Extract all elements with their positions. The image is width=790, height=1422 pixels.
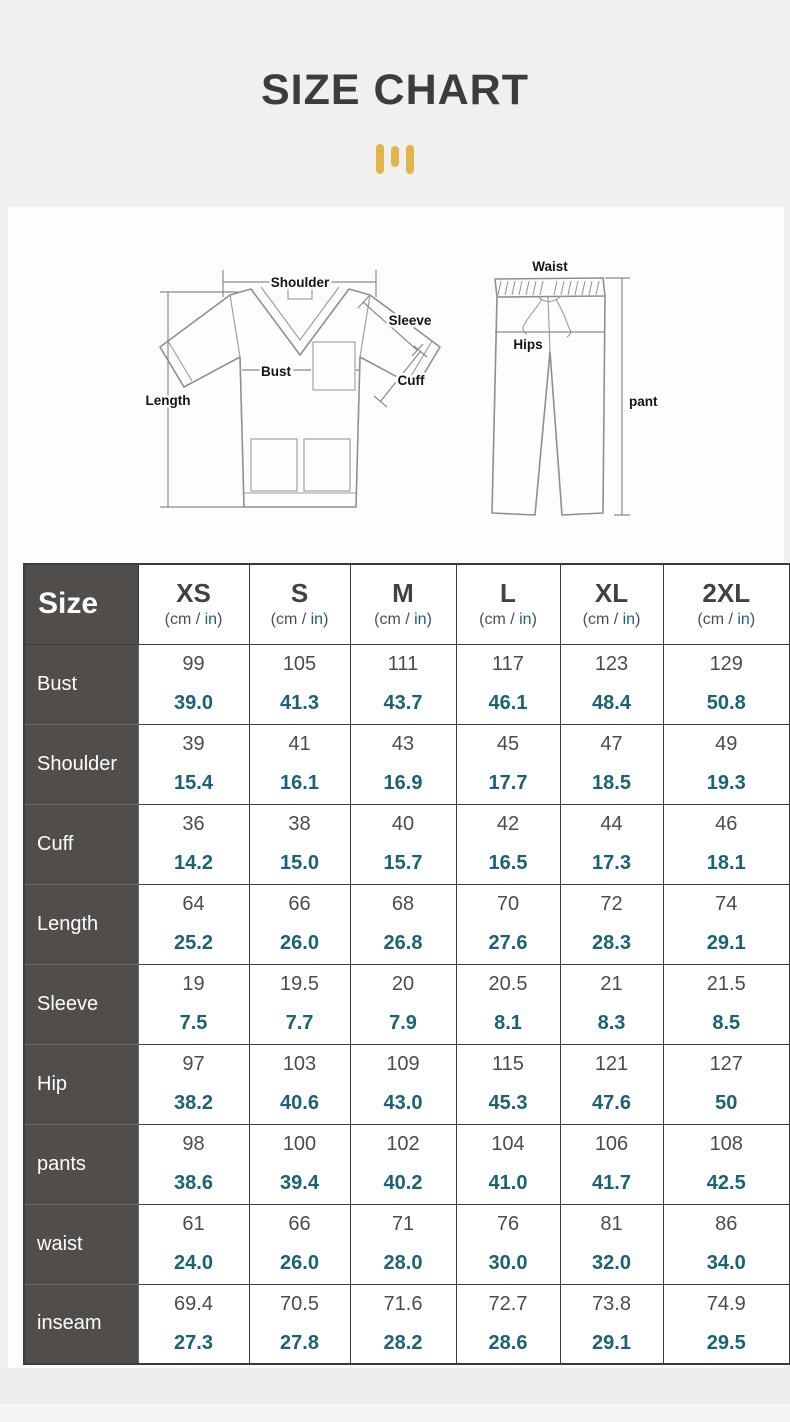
cm-value: 74	[715, 893, 738, 915]
cell-bust-m	[350, 644, 456, 724]
cell-sleeve-xl	[560, 964, 663, 1044]
inch-value: 43.0	[383, 1092, 423, 1114]
cm-value: 121	[594, 1053, 629, 1075]
size-label: S	[290, 578, 309, 609]
cell-shoulder-l	[456, 724, 560, 804]
row-label-bust: Bust	[24, 644, 138, 724]
inch-value: 28.0	[383, 1252, 423, 1274]
cm-value: 36	[182, 813, 205, 835]
cell-bust-l	[456, 644, 560, 724]
inch-value: 41.0	[488, 1172, 528, 1194]
inch-value: 43.7	[383, 692, 423, 714]
unit-label	[351, 611, 456, 629]
inch-value: 39.4	[280, 1172, 319, 1194]
cell-pants-xl	[560, 1124, 663, 1204]
cell-shoulder-xs	[138, 724, 249, 804]
cell-bust-xs	[138, 644, 249, 724]
inch-value: 27.8	[280, 1331, 319, 1354]
inch-value: 26.0	[280, 932, 319, 954]
inch-value: 15.0	[280, 852, 319, 874]
accent-bar-icon	[391, 146, 399, 167]
footer-strip	[0, 1368, 790, 1404]
inch-value: 29.1	[592, 1331, 631, 1354]
cm-value: 97	[182, 1053, 205, 1075]
row-label-sleeve: Sleeve	[24, 964, 138, 1044]
cm-value: 86	[715, 1213, 738, 1235]
size-table-header-row	[24, 564, 790, 644]
label-sleeve: Sleeve	[388, 313, 432, 328]
inch-value: 29.1	[706, 932, 746, 954]
inch-value: 17.7	[488, 772, 528, 794]
cell-pants-l	[456, 1124, 560, 1204]
label-waist: Waist	[532, 259, 568, 274]
table-row	[24, 804, 790, 884]
inch-value: 7.9	[389, 1012, 417, 1034]
cm-value: 20	[391, 973, 415, 995]
size-label: M	[392, 578, 414, 609]
cell-cuff-xl	[560, 804, 663, 884]
cm-value: 40	[391, 813, 415, 835]
inch-value: 19.3	[706, 772, 746, 794]
cell-length-l	[456, 884, 560, 964]
inch-value: 16.9	[383, 772, 423, 794]
inch-value: 16.5	[488, 852, 528, 874]
accent-bar-icon	[376, 144, 384, 174]
cell-hip-s	[249, 1044, 350, 1124]
cm-value: 66	[288, 1213, 311, 1235]
cell-cuff-s	[249, 804, 350, 884]
cm-value: 105	[282, 653, 317, 675]
inch-value: 40.2	[383, 1172, 423, 1194]
cell-sleeve-s	[249, 964, 350, 1044]
size-label: L	[500, 578, 516, 609]
cm-value: 106	[594, 1133, 629, 1155]
inch-value: 47.6	[592, 1092, 631, 1114]
inch-value: 50.8	[706, 692, 746, 714]
inch-value: 30.0	[488, 1252, 528, 1274]
unit-part: (cm /	[697, 611, 738, 629]
inch-value: 7.7	[285, 1012, 314, 1034]
unit-label	[664, 611, 790, 629]
cm-value: 64	[182, 893, 205, 915]
inch-value: 50	[715, 1092, 738, 1114]
inch-value: 32.0	[592, 1252, 631, 1274]
unit-part: )	[217, 611, 223, 629]
cell-hip-l	[456, 1044, 560, 1124]
cm-value: 109	[386, 1053, 420, 1075]
cell-pants-m	[350, 1124, 456, 1204]
row-label-hip: Hip	[24, 1044, 138, 1124]
cell-length-xs	[138, 884, 249, 964]
cm-value: 47	[600, 733, 623, 755]
inch-value: 27.6	[488, 932, 528, 954]
size-label: XL	[594, 578, 629, 609]
inch-value: 17.3	[592, 852, 631, 874]
cell-waist-2xl	[663, 1204, 790, 1284]
table-row	[24, 1284, 790, 1364]
inch-value: 38.2	[174, 1092, 213, 1114]
cm-value: 70.5	[280, 1292, 319, 1315]
cell-length-m	[350, 884, 456, 964]
cm-value: 71.6	[383, 1292, 423, 1315]
inch-value: 25.2	[174, 932, 213, 954]
cell-shoulder-s	[249, 724, 350, 804]
cell-length-2xl	[663, 884, 790, 964]
label-pant: pant	[629, 394, 658, 409]
unit-part: )	[531, 611, 537, 629]
measurement-diagram	[8, 207, 784, 552]
unit-part: )	[323, 611, 329, 629]
unit-label	[457, 611, 560, 629]
cm-value: 44	[600, 813, 623, 835]
cell-waist-m	[350, 1204, 456, 1284]
unit-part: (cm /	[374, 611, 415, 629]
cell-hip-xl	[560, 1044, 663, 1124]
cm-value: 72	[600, 893, 623, 915]
inch-value: 14.2	[174, 852, 213, 874]
table-row	[24, 1044, 790, 1124]
inch-value: 7.5	[179, 1012, 208, 1034]
table-row	[24, 964, 790, 1044]
scrub-top-diagram	[146, 270, 441, 507]
unit-part: )	[635, 611, 641, 629]
column-header-xs	[138, 564, 249, 644]
cm-value: 49	[715, 733, 738, 755]
cm-value: 117	[492, 653, 524, 675]
column-header-m	[350, 564, 456, 644]
cell-pants-xs	[138, 1124, 249, 1204]
cell-waist-s	[249, 1204, 350, 1284]
cm-value: 103	[282, 1053, 317, 1075]
unit-part: (cm /	[479, 611, 520, 629]
cell-inseam-m	[350, 1284, 456, 1364]
unit-part: )	[749, 611, 756, 629]
inch-value: 15.4	[174, 772, 213, 794]
column-header-s	[249, 564, 350, 644]
column-header-l	[456, 564, 560, 644]
cm-value: 70	[496, 893, 520, 915]
cm-value: 21.5	[706, 973, 746, 995]
cm-value: 72.7	[488, 1292, 528, 1315]
inch-value: 41.7	[592, 1172, 631, 1194]
unit-label	[561, 611, 663, 629]
table-row	[24, 884, 790, 964]
unit-part: )	[426, 611, 432, 629]
cell-inseam-s	[249, 1284, 350, 1364]
cm-value: 81	[600, 1213, 623, 1235]
cell-sleeve-l	[456, 964, 560, 1044]
inch-value: 8.3	[597, 1012, 626, 1034]
label-hips: Hips	[513, 337, 543, 352]
cell-inseam-xs	[138, 1284, 249, 1364]
cm-value: 61	[182, 1213, 205, 1235]
label-cuff: Cuff	[397, 373, 425, 388]
inch-value: 39.0	[174, 692, 213, 714]
cell-shoulder-2xl	[663, 724, 790, 804]
cm-value: 100	[282, 1133, 317, 1155]
label-shoulder: Shoulder	[270, 275, 330, 290]
cm-value: 39	[182, 733, 205, 755]
unit-part: (cm /	[582, 611, 623, 629]
unit-part: in	[204, 611, 218, 629]
unit-label	[250, 611, 350, 629]
pants-diagram	[492, 259, 658, 515]
cm-value: 46	[715, 813, 738, 835]
size-table	[23, 563, 790, 1365]
cm-value: 76	[496, 1213, 520, 1235]
unit-part: in	[414, 611, 427, 629]
inch-value: 26.0	[280, 1252, 319, 1274]
inch-value: 38.6	[174, 1172, 213, 1194]
cm-value: 104	[491, 1133, 525, 1155]
inch-value: 15.7	[383, 852, 423, 874]
page-title: SIZE CHART	[261, 66, 529, 114]
size-label: XS	[176, 578, 211, 609]
cell-hip-xs	[138, 1044, 249, 1124]
row-label-shoulder: Shoulder	[24, 724, 138, 804]
cm-value: 43	[391, 733, 415, 755]
cell-inseam-l	[456, 1284, 560, 1364]
cell-inseam-xl	[560, 1284, 663, 1364]
cm-value: 108	[709, 1133, 743, 1155]
row-label-length: Length	[24, 884, 138, 964]
inch-value: 46.1	[488, 692, 528, 714]
cm-value: 98	[182, 1133, 205, 1155]
table-row	[24, 724, 790, 804]
size-label: 2XL	[702, 578, 751, 609]
cm-value: 74.9	[706, 1292, 746, 1315]
unit-part: in	[310, 611, 324, 629]
inch-value: 18.5	[592, 772, 631, 794]
cm-value: 19.5	[280, 973, 319, 995]
inch-value: 42.5	[706, 1172, 746, 1194]
cm-value: 111	[387, 653, 419, 675]
inch-value: 27.3	[174, 1331, 213, 1354]
inch-value: 18.1	[706, 852, 746, 874]
cell-bust-s	[249, 644, 350, 724]
cm-value: 129	[709, 653, 743, 675]
inch-value: 28.6	[488, 1331, 528, 1354]
cell-sleeve-xs	[138, 964, 249, 1044]
label-bust: Bust	[261, 364, 291, 379]
inch-value: 24.0	[174, 1252, 213, 1274]
unit-part: in	[519, 611, 532, 629]
label-length: Length	[145, 393, 191, 408]
cell-shoulder-xl	[560, 724, 663, 804]
row-label-cuff: Cuff	[24, 804, 138, 884]
cm-value: 42	[496, 813, 520, 835]
cell-hip-2xl	[663, 1044, 790, 1124]
unit-part: (cm /	[270, 611, 311, 629]
cm-value: 19	[182, 973, 205, 995]
inch-value: 16.1	[280, 772, 319, 794]
cm-value: 115	[492, 1053, 524, 1075]
cm-value: 99	[182, 653, 205, 675]
footer-strip-light	[0, 1404, 790, 1422]
cell-inseam-2xl	[663, 1284, 790, 1364]
cm-value: 73.8	[592, 1292, 631, 1315]
row-label-inseam: inseam	[24, 1284, 138, 1364]
inch-value: 40.6	[280, 1092, 319, 1114]
table-row	[24, 1124, 790, 1204]
inch-value: 8.1	[494, 1012, 522, 1034]
row-label-waist: waist	[24, 1204, 138, 1284]
cell-cuff-l	[456, 804, 560, 884]
cm-value: 41	[288, 733, 311, 755]
cell-cuff-m	[350, 804, 456, 884]
cell-hip-m	[350, 1044, 456, 1124]
cell-cuff-xs	[138, 804, 249, 884]
inch-value: 8.5	[712, 1012, 741, 1034]
cm-value: 38	[288, 813, 311, 835]
cell-shoulder-m	[350, 724, 456, 804]
size-table-body	[24, 644, 790, 1364]
cell-sleeve-m	[350, 964, 456, 1044]
cell-pants-s	[249, 1124, 350, 1204]
inch-value: 41.3	[280, 692, 319, 714]
inch-value: 34.0	[706, 1252, 746, 1274]
cell-cuff-2xl	[663, 804, 790, 884]
cm-value: 20.5	[488, 973, 528, 995]
cm-value: 45	[496, 733, 520, 755]
inch-value: 48.4	[592, 692, 631, 714]
cm-value: 66	[288, 893, 311, 915]
cell-pants-2xl	[663, 1124, 790, 1204]
accent-bars-icon	[0, 144, 790, 174]
inch-value: 28.2	[383, 1331, 423, 1354]
cm-value: 123	[594, 653, 629, 675]
cm-value: 127	[709, 1053, 743, 1075]
cm-value: 102	[386, 1133, 420, 1155]
inch-value: 26.8	[383, 932, 423, 954]
unit-part: in	[737, 611, 750, 629]
cell-length-s	[249, 884, 350, 964]
inch-value: 45.3	[488, 1092, 528, 1114]
cm-value: 68	[391, 893, 415, 915]
cm-value: 21	[600, 973, 623, 995]
cm-value: 69.4	[174, 1292, 213, 1315]
accent-bar-icon	[406, 145, 414, 174]
cell-waist-xl	[560, 1204, 663, 1284]
table-row	[24, 644, 790, 724]
column-header-xl	[560, 564, 663, 644]
cell-bust-xl	[560, 644, 663, 724]
cell-sleeve-2xl	[663, 964, 790, 1044]
table-row	[24, 1204, 790, 1284]
row-label-pants: pants	[24, 1124, 138, 1204]
column-header-2xl	[663, 564, 790, 644]
cell-waist-xs	[138, 1204, 249, 1284]
inch-value: 29.5	[706, 1331, 746, 1354]
unit-part: (cm /	[164, 611, 205, 629]
cm-value: 71	[391, 1213, 415, 1235]
inch-value: 28.3	[592, 932, 631, 954]
unit-label	[139, 611, 249, 629]
cell-waist-l	[456, 1204, 560, 1284]
cell-length-xl	[560, 884, 663, 964]
size-corner-header: Size	[24, 564, 138, 644]
unit-part: in	[622, 611, 636, 629]
cell-bust-2xl	[663, 644, 790, 724]
